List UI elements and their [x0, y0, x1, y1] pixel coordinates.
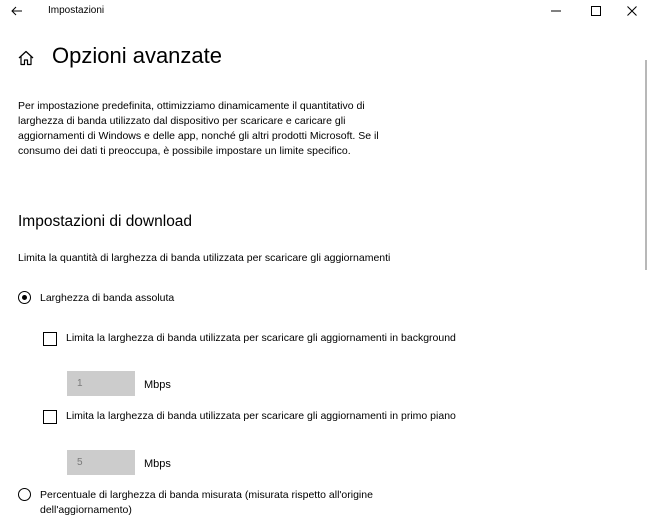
radio-button[interactable] [18, 488, 31, 501]
checkbox-label: Limita la larghezza di banda utilizzata per scaricare gli aggiornamenti in primo piano [66, 410, 456, 422]
checkbox-background-limit[interactable] [43, 331, 473, 346]
checkbox[interactable] [43, 332, 57, 346]
radio-label: Larghezza di banda assoluta [40, 292, 175, 304]
home-icon[interactable] [16, 48, 36, 68]
radio-absolute-bandwidth[interactable] [18, 291, 174, 306]
unit-label: Mbps [144, 379, 171, 391]
radio-button-selected[interactable] [18, 291, 31, 304]
arrow-left-icon [8, 2, 26, 20]
checkbox-foreground-limit[interactable] [43, 409, 473, 424]
section-title-download: Impostazioni di download [18, 213, 193, 230]
close-button[interactable] [614, 0, 650, 22]
minimize-icon [538, 5, 574, 17]
radio-percentage-bandwidth[interactable] [18, 488, 438, 518]
scrollbar[interactable] [645, 60, 647, 270]
page-title: Opzioni avanzate [52, 43, 222, 68]
back-button[interactable] [8, 2, 26, 20]
foreground-bandwidth-input[interactable] [67, 450, 135, 475]
title-bar [0, 0, 650, 22]
intro-text: Per impostazione predefinita, ottimizziamo dinamicamente il quantitativo di larghezza di banda utilizzato dal dispositivo per scaricare e caricare gli aggiornamenti di Windows e delle app, nonché gli altri prodotti Microsoft. Se il consumo dei dati ti preoccupa, è possibile impostare un limite specifico. [18, 100, 379, 157]
maximize-icon [578, 5, 614, 17]
radio-label: Percentuale di larghezza di banda misurata (misurata rispetto all'origine dell'aggiornamento) [40, 489, 373, 516]
checkbox-label: Limita la larghezza di banda utilizzata per scaricare gli aggiornamenti in background [66, 332, 456, 344]
unit-label: Mbps [144, 458, 171, 470]
background-bandwidth-input[interactable] [67, 371, 135, 396]
section-description: Limita la quantità di larghezza di banda utilizzata per scaricare gli aggiornamenti [18, 252, 391, 264]
app-title: Impostazioni [48, 5, 105, 16]
checkbox[interactable] [43, 410, 57, 424]
minimize-button[interactable] [538, 0, 574, 22]
maximize-button[interactable] [578, 0, 614, 22]
close-icon [614, 5, 650, 17]
